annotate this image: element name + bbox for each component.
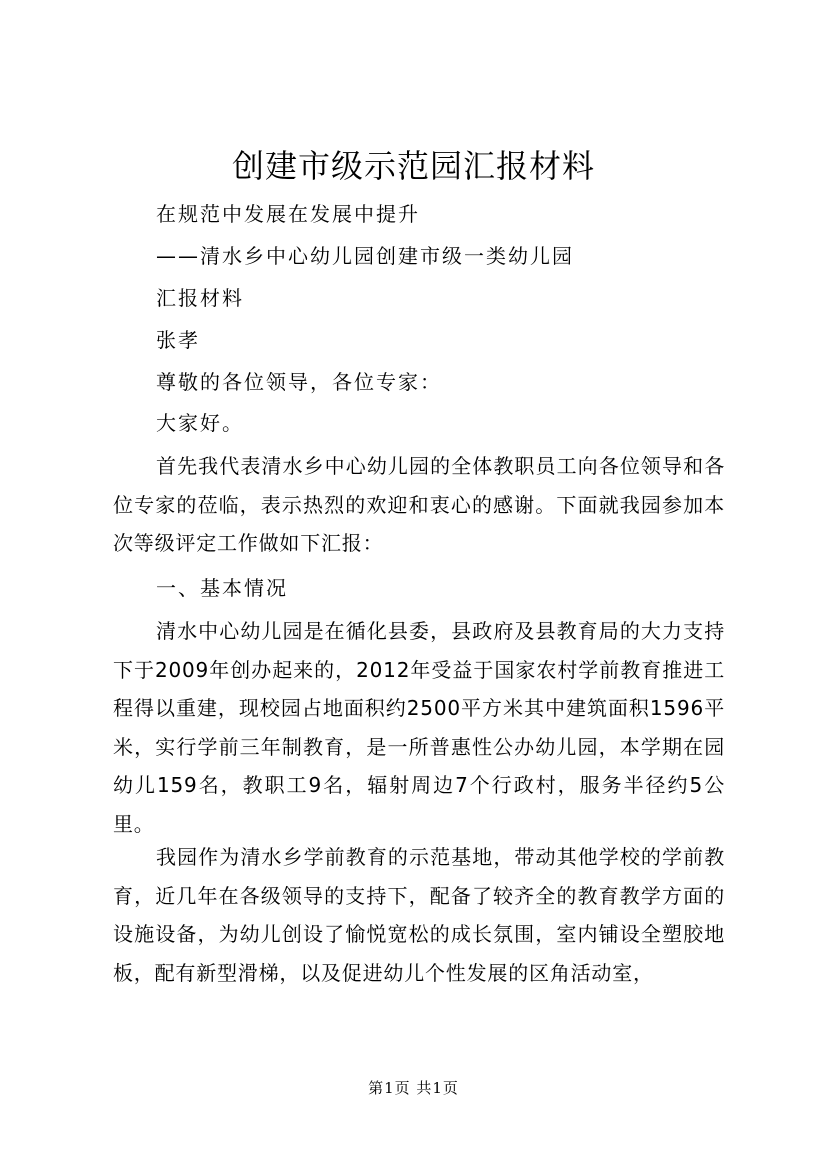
basic-info-paragraph: 清水中心幼儿园是在循化县委，县政府及县教育局的大力支持下于2009年创办起来的，2012年受益于国家农村学前教育推进工程得以重建，现校园占地面积约2500平方米其中建筑面积1596平米，实行学前三年制教育，是一所普惠性公办幼儿园，本学期在园幼儿159名，教职工9名，辐射周边7个行政村，服务半径约5公里。 [113, 619, 725, 836]
page-footer: 第1页 共1页 [368, 1079, 459, 1097]
facilities-paragraph: 我园作为清水乡学前教育的示范基地，带动其他学校的学前教育，近几年在各级领导的支持下，配备了较齐全的教育教学方面的设施设备，为幼儿创设了愉悦宽松的成长氛围，室内铺设全塑胶地板，配有新型滑梯，以及促进幼儿个性发展的区角活动室， [113, 845, 725, 985]
greeting-line: 尊敬的各位领导，各位专家： [156, 370, 442, 394]
section-heading: 一、基本情况 [156, 576, 288, 600]
document-title: 创建市级示范园汇报材料 [231, 147, 595, 185]
subtitle-dash-line: ——清水乡中心幼儿园创建市级一类幼儿园 [156, 244, 574, 268]
hello-line: 大家好。 [156, 411, 244, 435]
report-label-line: 汇报材料 [156, 286, 244, 310]
author-line: 张孝 [156, 328, 200, 352]
subtitle-line: 在规范中发展在发展中提升 [156, 202, 420, 226]
intro-paragraph: 首先我代表清水乡中心幼儿园的全体教职员工向各位领导和各位专家的莅临，表示热烈的欢迎和衷心的感谢。下面就我园参加本次等级评定工作做如下汇报： [113, 454, 725, 556]
